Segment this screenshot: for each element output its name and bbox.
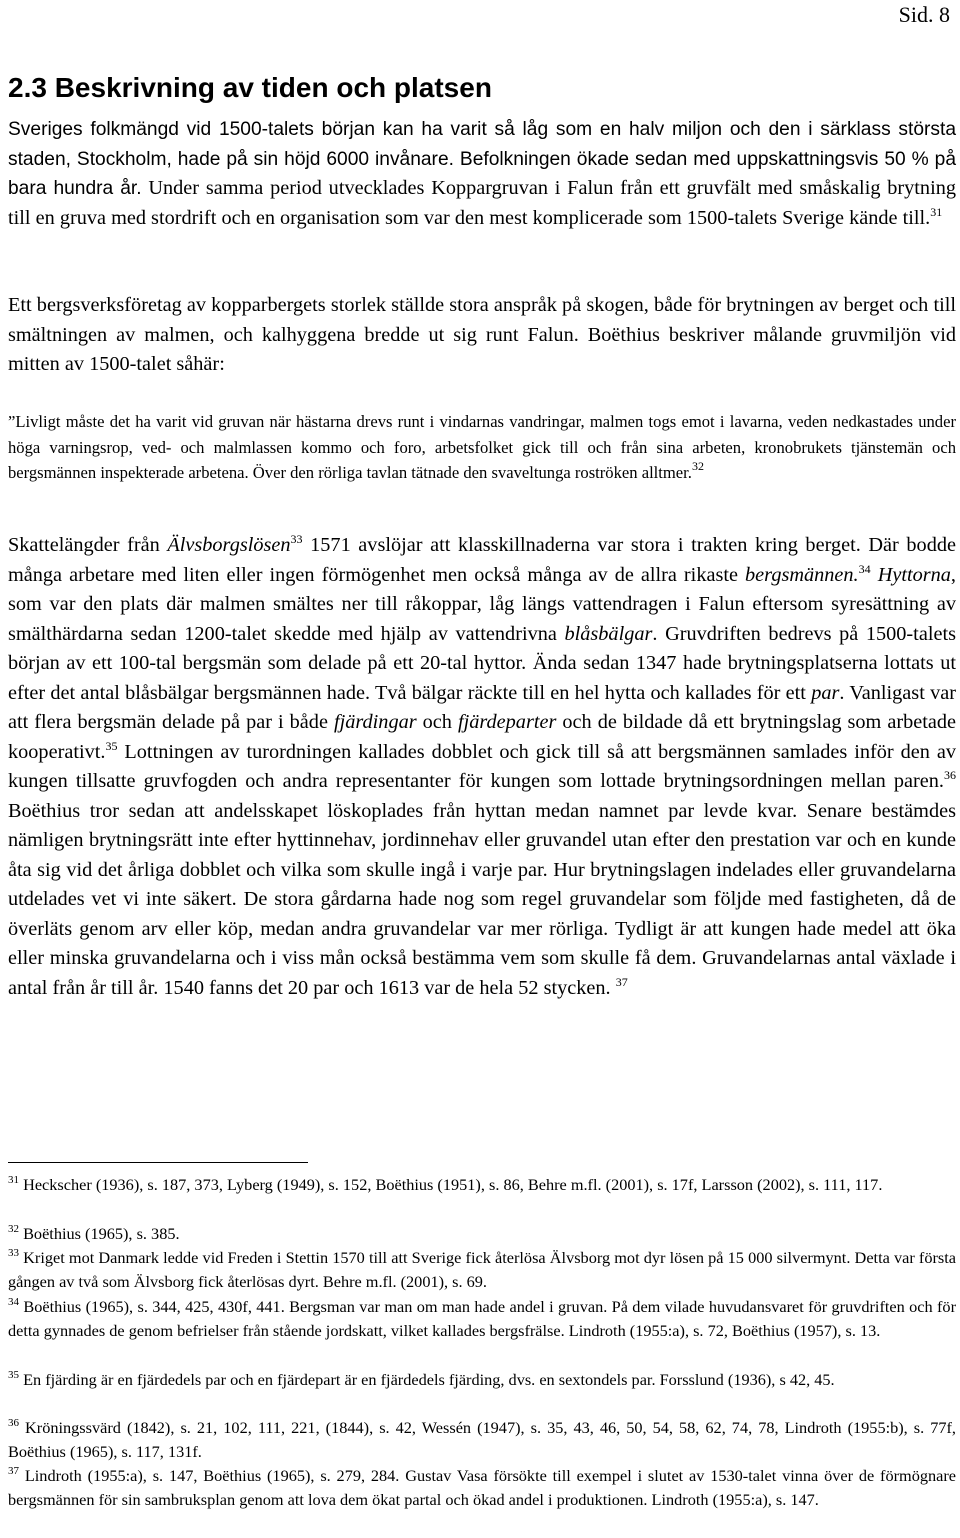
footnote-33 bbox=[8, 1246, 956, 1294]
footnote-text: Kröningssvärd (1842), s. 21, 102, 111, 221, (1844), s. 42, Wessén (1947), s. 35, 43, 46, 50, 54, 58, 62, 74, 78, Lindroth (1955:b), s. 77f, Boëthius (1965), s. 117, 131f. bbox=[8, 1418, 956, 1462]
paragraph-1 bbox=[8, 115, 956, 233]
footnote-text: Boëthius (1965), s. 385. bbox=[19, 1224, 180, 1243]
paragraph-3-text: Boëthius tror sedan att andelsskapet löskoplades från hyttan medan namnet par levde kvar. Senare bestämdes nämligen brytningsrätt inte efter hyttinnehav, jordinnehav eller gruvandel utan efter den prestation var och en kunde åta sig vid det årliga dobblet och vilka som skulle ingå i varje par. Hur brytningslagen indelades eller gruvandelarna utdelades vet vi inte säkert. De stora gårdarna hade nog som regel gruvandelar som följde med fastigheten, då de överläts genom arv eller köp, medan andra gruvandelar var mer rörliga. Tydligt är att kungen hade medel att öka eller minska gruvandelarna och i viss mån också bestämma vem som skulle få dem. Gruvandelarnas antal växlade i antal från år till år. 1540 fanns det 20 par och 1613 var de hela 52 stycken. bbox=[8, 799, 956, 999]
paragraph-3-text: . Gruvdriften bedrevs på 1500-talets början av ett 100-tal bergsmän som delade på ett 20-tal hyttor. Ända sedan 1347 hade brytningsplatserna lottats ut efter det antal blåsbälgar bergsmännen hade. Två bälgar räckte till en hel hytta och kallades för ett bbox=[8, 622, 956, 704]
footnote-number: 33 bbox=[8, 1246, 19, 1259]
footnote-text: Kriget mot Danmark ledde vid Freden i Stettin 1570 till att Sverige fick återlösa Älvsborg mot dyr lösen på 15 000 silvermynt. Detta var första gången av två som Älvsborg fick återlösas dyrt. Behre m.fl. (2001), s. 69. bbox=[8, 1248, 956, 1292]
footnote-text: Boëthius (1965), s. 344, 425, 430f, 441. Bergsman var man om man hade andel i gruvan. På dem vilade huvudansvaret för gruvdriften och för detta gynnades de genom befrielser från stående jordskatt, vilket kallades bergsfrälse. Lindroth (1955:a), s. 72, Boëthius (1957), s. 13. bbox=[8, 1297, 956, 1341]
italic-term: Älvsborgslösen bbox=[167, 534, 291, 556]
italic-term: blåsbälgar bbox=[564, 622, 653, 645]
paragraph-3-text: och de bildade då ett brytningslag som arbetade kooperativt. bbox=[8, 711, 956, 763]
footnote-ref-33[interactable]: 33 bbox=[290, 532, 303, 547]
paragraph-3-text bbox=[871, 564, 878, 586]
paragraph-1-sans-text: Sveriges folkmängd vid 1500-talets början kan ha varit så låg som en halv miljon och den i särklass största staden, Stockholm, hade på sin höjd 6000 invånare. Befolkningen ökade sedan med uppskattningsvis 50 % på bara hundra år. bbox=[8, 119, 956, 199]
section-heading: 2.3 Beskrivning av tiden och platsen bbox=[8, 72, 492, 103]
footnote-text: Heckscher (1936), s. 187, 373, Lyberg (1949), s. 152, Boëthius (1951), s. 86, Behre m.fl. (2001), s. 17f, Larsson (2002), s. 111, 117. bbox=[19, 1175, 883, 1194]
paragraph-3-text: . Vanligast var att flera bergsmän delade på par i både bbox=[8, 681, 956, 733]
paragraph-3-text: Lottningen av turordningen kallades dobblet och gick till så att bergsmännen samlades inför den av kungen tillsatte gruvfogden och andra representanter för kungen som lottade brytningsordningen mellan paren. bbox=[8, 740, 956, 792]
italic-term: fjärdingar bbox=[333, 711, 417, 733]
footnote-37 bbox=[8, 1464, 956, 1512]
footnote-31 bbox=[8, 1173, 956, 1197]
footnote-number: 32 bbox=[8, 1222, 19, 1235]
footnote-number: 35 bbox=[8, 1368, 19, 1381]
italic-term: fjärdeparter bbox=[457, 711, 557, 733]
footnote-number: 37 bbox=[8, 1464, 19, 1477]
footnote-34 bbox=[8, 1295, 956, 1343]
footnote-35 bbox=[8, 1368, 956, 1392]
paragraph-3-text: Skattelängder från bbox=[8, 534, 168, 556]
paragraph-1-text: Under samma period utvecklades Koppargruvan i Falun från ett gruvfält med småskalig brytning till en gruva med stordrift och en organisation som var den mest komplicerade som 1500-talets Sverige kände till. bbox=[8, 177, 956, 229]
footnote-number: 36 bbox=[8, 1416, 19, 1429]
italic-term: Hyttorna bbox=[877, 563, 951, 586]
paragraph-2 bbox=[8, 291, 956, 380]
footnote-ref-36[interactable]: 36 bbox=[944, 768, 956, 783]
quote-text: ”Livligt måste det ha varit vid gruvan när hästarna drevs runt i vindarnas vandringar, malmen togs emot i lavarna, veden nedkastades under höga varningsrop, ved- och malmlassen kommo och foro, arbetsfolket gick till och från sina arbeten, kronobrukets tjänstemän och bergsmännen inspekterade arbetena. Över den rörliga tavlan tätnade den svaveltunga roströken alltmer. bbox=[8, 412, 956, 482]
paragraph-3 bbox=[8, 531, 956, 1003]
paragraph-3-text: , som var den plats där malmen smältes ner till råkoppar, låg längs vattendragen i Falun eftersom syresättning av smälthärdarna sedan 1200-talet skedde med hjälp av vattendrivna bbox=[8, 563, 956, 645]
footnote-ref-34[interactable]: 34 bbox=[858, 561, 871, 576]
footnote-ref-37[interactable]: 37 bbox=[615, 974, 628, 989]
paragraph-3-text: och bbox=[416, 711, 458, 733]
footnote-number: 31 bbox=[8, 1173, 19, 1186]
footnote-number: 34 bbox=[8, 1295, 19, 1308]
footnote-text: En fjärding är en fjärdedels par och en fjärdepart är en fjärdedels fjärding, dvs. en sextondels par. Forsslund (1936), s 42, 45. bbox=[19, 1370, 835, 1389]
italic-term: par bbox=[811, 681, 840, 704]
page-number: Sid. 8 bbox=[898, 2, 950, 27]
footnote-separator bbox=[8, 1162, 308, 1163]
footnote-ref-35[interactable]: 35 bbox=[105, 738, 118, 753]
paragraph-3-text: 1571 avslöjar att klasskillnaderna var stora i trakten kring berget. Där bodde många arbetare med liten eller ingen förmögenhet men också många av de allra rikaste bbox=[8, 534, 956, 586]
footnote-32 bbox=[8, 1222, 956, 1246]
italic-term: bergsmännen. bbox=[745, 563, 859, 586]
footnote-ref-32[interactable]: 32 bbox=[691, 459, 704, 474]
footnote-36 bbox=[8, 1416, 956, 1464]
paragraph-2-text: Ett bergsverksföretag av kopparbergets storlek ställde stora anspråk på skogen, både för brytningen av berget och till smältningen av malmen, och kalhyggena bredde ut sig runt Falun. Boëthius beskriver målande gruvmiljön vid mitten av 1500-talet såhär: bbox=[8, 294, 956, 375]
block-quote bbox=[8, 409, 956, 486]
footnote-ref-31[interactable]: 31 bbox=[930, 204, 943, 219]
footnote-text: Lindroth (1955:a), s. 147, Boëthius (1965), s. 279, 284. Gustav Vasa försökte till exempel i slutet av 1530-talet vinna över de förmögnare bergsmännen för sin sambruksplan genom att lova dem ökat partal och ökad andel i produktionen. Lindroth (1955:a), s. 147. bbox=[8, 1466, 956, 1510]
